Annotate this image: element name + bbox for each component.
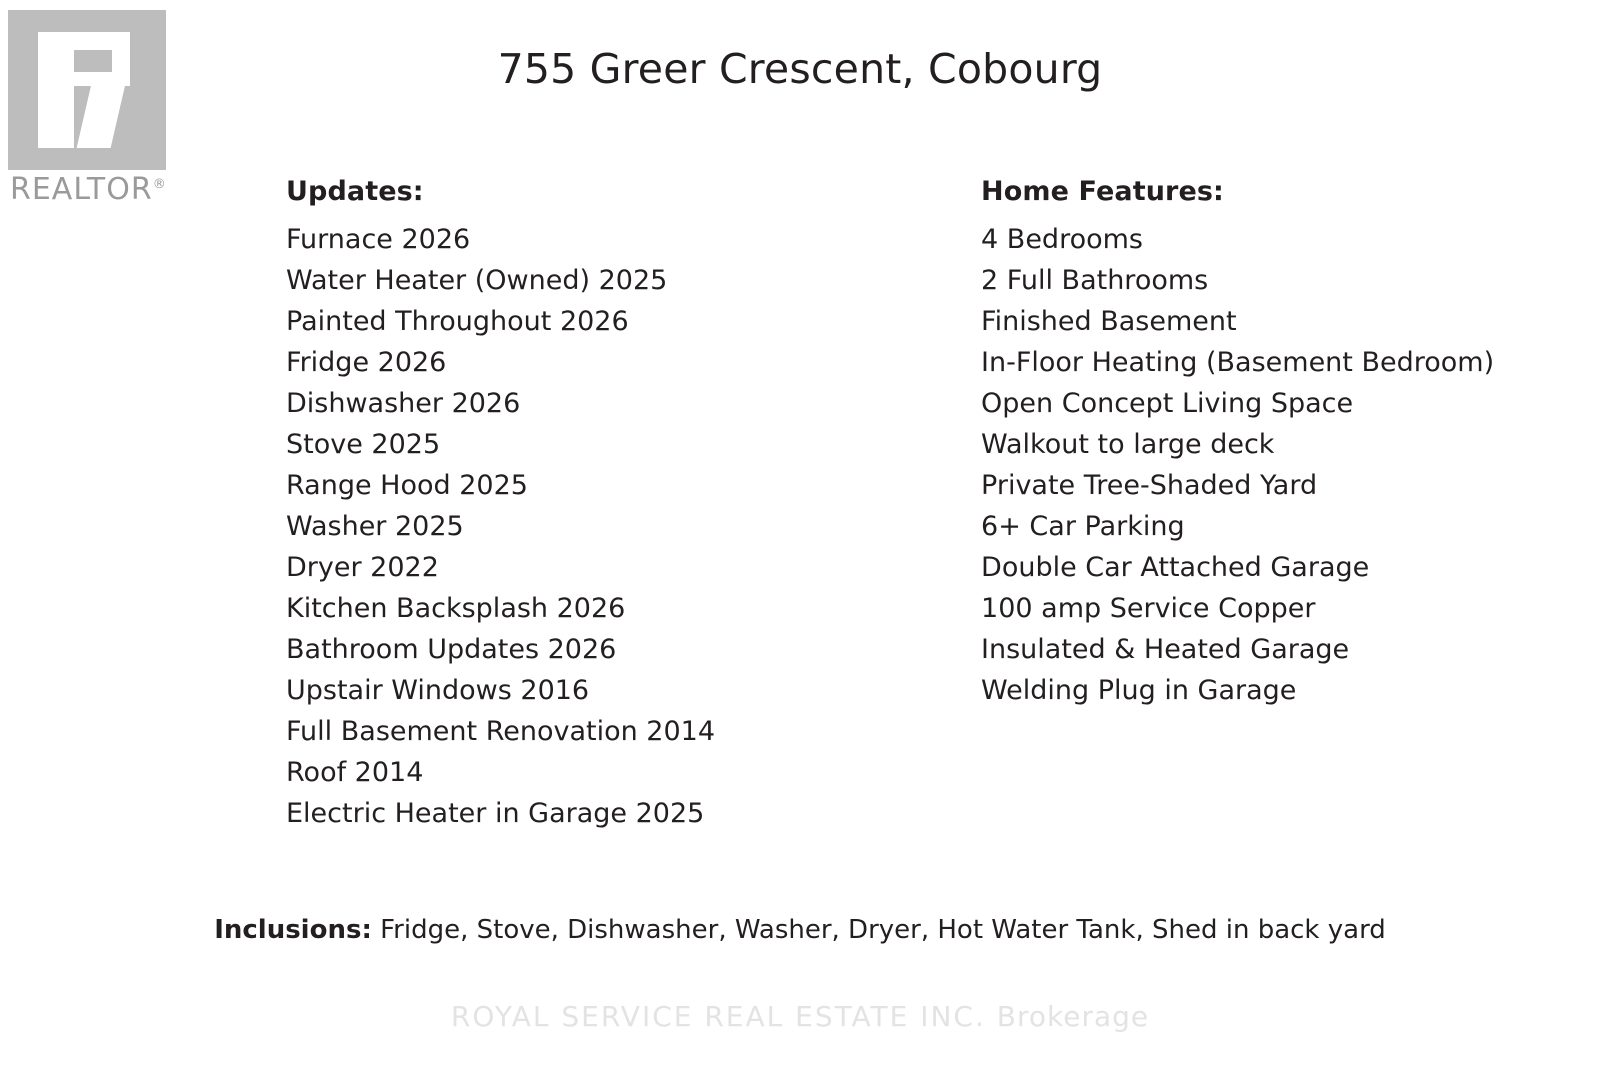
page-title: 755 Greer Crescent, Cobourg (497, 45, 1103, 93)
list-item: 100 amp Service Copper (981, 593, 1316, 624)
inclusions-label: Inclusions: (214, 915, 372, 945)
list-item: 6+ Car Parking (981, 511, 1185, 542)
realtor-wordmark (10, 172, 167, 207)
list-item: In-Floor Heating (Basement Bedroom) (981, 347, 1495, 378)
brokerage-name: ROYAL SERVICE REAL ESTATE INC. (450, 1000, 986, 1033)
list-item: Private Tree-Shaded Yard (981, 470, 1318, 501)
list-item: Range Hood 2025 (286, 470, 528, 501)
list-item: 2 Full Bathrooms (981, 265, 1209, 296)
list-item: Fridge 2026 (286, 347, 447, 378)
home-features-column (981, 176, 1494, 834)
list-item: Furnace 2026 (286, 224, 471, 255)
brokerage-suffix: Brokerage (996, 1000, 1150, 1033)
list-item: Dryer 2022 (286, 552, 439, 583)
inclusions-line (0, 915, 1600, 945)
list-item: Water Heater (Owned) 2025 (286, 265, 668, 296)
home-features-heading: Home Features: (981, 176, 1224, 207)
list-item: Dishwasher 2026 (286, 388, 521, 419)
list-item: Upstair Windows 2016 (286, 675, 590, 706)
inclusions-value: Fridge, Stove, Dishwasher, Washer, Dryer, Hot Water Tank, Shed in back yard (380, 915, 1386, 945)
list-item: Washer 2025 (286, 511, 464, 542)
list-item: Welding Plug in Garage (981, 675, 1297, 706)
list-item: Finished Basement (981, 306, 1237, 337)
list-item: Insulated & Heated Garage (981, 634, 1350, 665)
updates-list (286, 219, 715, 834)
list-item: Open Concept Living Space (981, 388, 1354, 419)
list-item: Painted Throughout 2026 (286, 306, 629, 337)
realtor-logo (8, 10, 198, 210)
updates-column (286, 176, 715, 834)
home-features-list (981, 219, 1494, 711)
feature-columns (286, 176, 1495, 834)
list-item: Roof 2014 (286, 757, 424, 788)
list-item: Kitchen Backsplash 2026 (286, 593, 626, 624)
updates-heading: Updates: (286, 176, 424, 207)
list-item: 4 Bedrooms (981, 224, 1143, 255)
list-item: Electric Heater in Garage 2025 (286, 798, 705, 829)
registered-mark: ® (152, 177, 167, 192)
list-item: Double Car Attached Garage (981, 552, 1370, 583)
list-item: Stove 2025 (286, 429, 441, 460)
realtor-wordmark-text: REALTOR (10, 172, 153, 207)
list-item: Walkout to large deck (981, 429, 1275, 460)
list-item: Full Basement Renovation 2014 (286, 716, 716, 747)
brokerage-watermark (0, 1000, 1600, 1033)
list-item: Bathroom Updates 2026 (286, 634, 617, 665)
